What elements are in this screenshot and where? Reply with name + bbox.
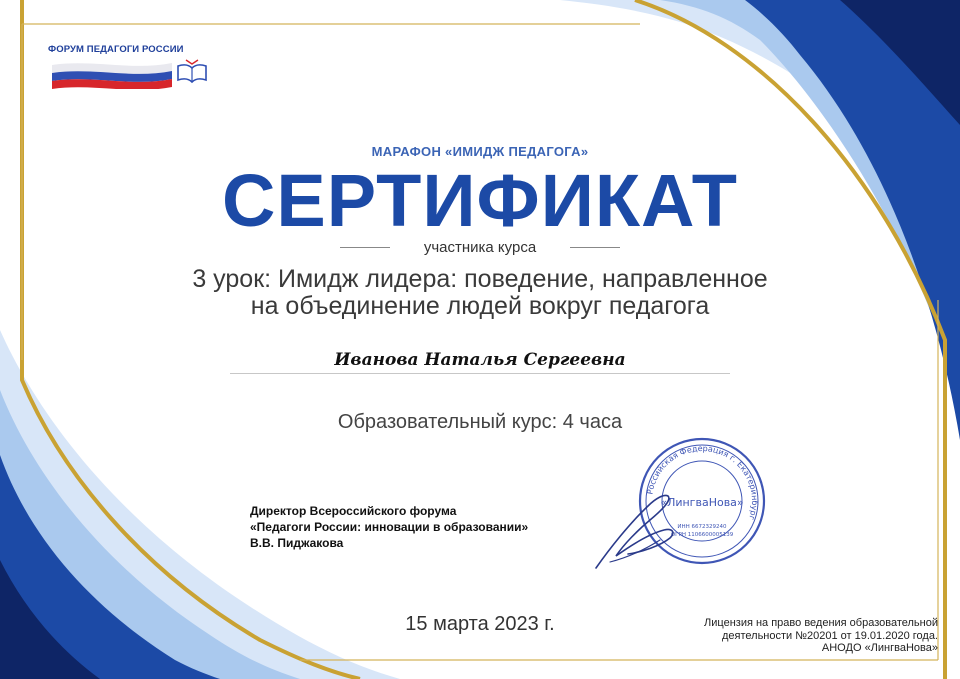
- license-line-2: деятельности №20201 от 19.01.2020 года.: [721, 629, 938, 642]
- seal-ogrn: ОГРН 1106600005139: [670, 532, 734, 538]
- seal-inn: ИНН 6672329240: [677, 524, 727, 530]
- lesson-title-line-2: на объединение людей вокруг педагога: [250, 292, 710, 320]
- license-line-1: Лицензия на право ведения образовательной: [704, 617, 938, 629]
- license-info: [648, 617, 938, 655]
- issue-date: 15 марта 2023 г.: [405, 613, 555, 635]
- logo-text: ФОРУМ ПЕДАГОГИ РОССИИ: [48, 44, 184, 55]
- certificate-subtitle: участника курса: [423, 239, 537, 256]
- subtitle-rule-right: [570, 247, 620, 248]
- russian-flag-icon: [52, 61, 172, 89]
- certificate-title: СЕРТИФИКАТ: [221, 159, 739, 242]
- signatory-name: В.В. Пиджакова: [250, 536, 344, 550]
- signatory-organization: «Педагоги России: инновации в образовании»: [250, 520, 529, 534]
- signatory-block: [250, 503, 528, 551]
- signatory-title: Директор Всероссийского форума: [250, 504, 457, 518]
- handwritten-signature: [590, 488, 680, 574]
- open-book-icon: [176, 58, 208, 84]
- name-underline: [230, 373, 730, 374]
- seal-ring-text: Российская Федерация г. Екатеринбург: [645, 443, 760, 522]
- lesson-title-line-1: 3 урок: Имидж лидера: поведение, направленное: [192, 265, 768, 293]
- forum-logo: [48, 44, 198, 90]
- seal-center-text: «ЛингваНова»: [660, 496, 744, 509]
- license-line-3: АНОДО «ЛингваНова»: [821, 642, 938, 654]
- course-duration: Образовательный курс: 4 часа: [337, 411, 623, 433]
- marathon-label: МАРАФОН «ИМИДЖ ПЕДАГОГА»: [371, 144, 589, 159]
- lesson-title: [140, 266, 820, 320]
- recipient-name: Иванова Наталья Сергеевна: [334, 350, 626, 370]
- subtitle-block: [340, 236, 620, 258]
